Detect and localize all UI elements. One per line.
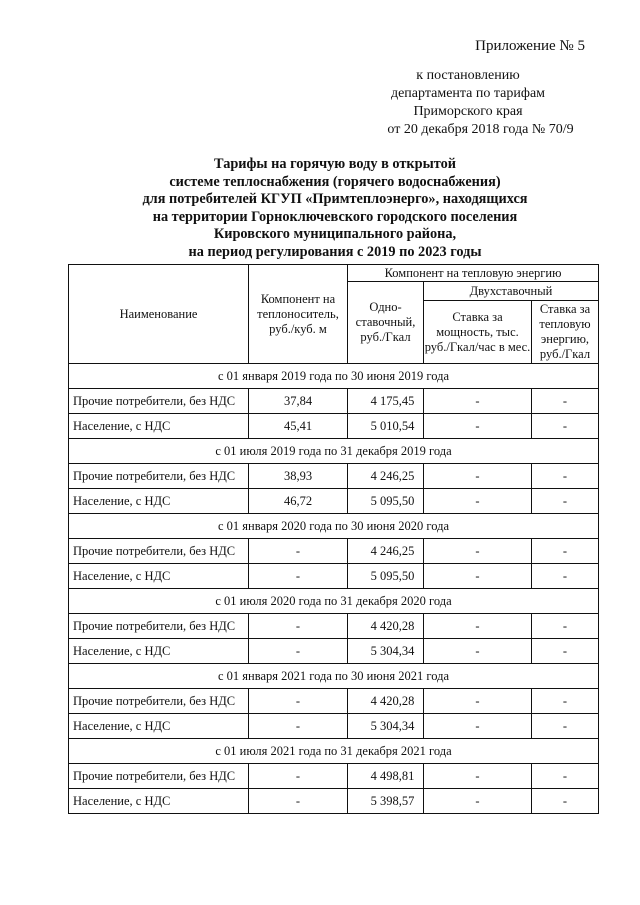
title-line: Кировского муниципального района, — [213, 226, 457, 242]
carrier-value: - — [249, 639, 348, 664]
energy-rate-value: - — [532, 614, 599, 639]
consumer-name: Население, с НДС — [69, 414, 249, 439]
energy-rate-value: - — [532, 714, 599, 739]
document-title — [70, 156, 600, 261]
single-rate-value: 5 304,34 — [348, 714, 424, 739]
carrier-value: - — [249, 539, 348, 564]
consumer-name: Прочие потребители, без НДС — [69, 389, 249, 414]
table-row — [69, 614, 599, 639]
carrier-value: - — [249, 764, 348, 789]
title-line: системе теплоснабжения (горячего водоснабжения) — [169, 173, 501, 190]
consumer-name: Население, с НДС — [69, 564, 249, 589]
table-row — [69, 389, 599, 414]
single-rate-value: 5 095,50 — [348, 489, 424, 514]
appendix-label: Приложение № 5 — [475, 38, 585, 54]
title-line: на период регулирования с 2019 по 2023 годы — [188, 243, 482, 260]
table-row — [69, 714, 599, 739]
table-row — [69, 539, 599, 564]
energy-rate-value: - — [532, 564, 599, 589]
consumer-name: Прочие потребители, без НДС — [69, 764, 249, 789]
table-row — [69, 464, 599, 489]
energy-rate-value: - — [532, 639, 599, 664]
carrier-value: - — [249, 789, 348, 814]
resolution-line: Приморского края — [413, 104, 523, 119]
carrier-value: - — [249, 614, 348, 639]
resolution-line: от 20 декабря 2018 года № 70/9 — [387, 122, 574, 137]
table-body — [69, 364, 599, 814]
energy-rate-value: - — [532, 464, 599, 489]
single-rate-value: 4 420,28 — [348, 614, 424, 639]
consumer-name: Прочие потребители, без НДС — [69, 614, 249, 639]
header-energy: Компонент на тепловую энергию — [348, 265, 599, 282]
capacity-rate-value: - — [424, 539, 532, 564]
capacity-rate-value: - — [424, 414, 532, 439]
header-single-rate: Одно-ставочный, руб./Гкал — [348, 282, 424, 364]
single-rate-value: 4 498,81 — [348, 764, 424, 789]
resolution-line: к постановлению — [416, 68, 520, 83]
capacity-rate-value: - — [424, 564, 532, 589]
capacity-rate-value: - — [424, 614, 532, 639]
carrier-value: 37,84 — [249, 389, 348, 414]
capacity-rate-value: - — [424, 689, 532, 714]
carrier-value: - — [249, 714, 348, 739]
capacity-rate-value: - — [424, 764, 532, 789]
single-rate-value: 4 246,25 — [348, 539, 424, 564]
consumer-name: Население, с НДС — [69, 714, 249, 739]
consumer-name: Прочие потребители, без НДС — [69, 464, 249, 489]
table-row — [69, 564, 599, 589]
table-row — [69, 789, 599, 814]
single-rate-value: 4 175,45 — [348, 389, 424, 414]
table-row — [69, 764, 599, 789]
header-carrier: Компонент на теплоноситель, руб./куб. м — [249, 265, 348, 364]
title-line: для потребителей КГУП «Примтеплоэнерго», находящихся — [142, 191, 528, 207]
header-capacity-rate: Ставка за мощность, тыс. руб./Гкал/час в мес. — [424, 301, 532, 364]
period-label: с 01 января 2020 года по 30 июня 2020 года — [69, 514, 599, 539]
consumer-name: Население, с НДС — [69, 639, 249, 664]
carrier-value: 45,41 — [249, 414, 348, 439]
consumer-name: Прочие потребители, без НДС — [69, 539, 249, 564]
single-rate-value: 5 010,54 — [348, 414, 424, 439]
energy-rate-value: - — [532, 389, 599, 414]
consumer-name: Прочие потребители, без НДС — [69, 689, 249, 714]
header-name: Наименование — [69, 265, 249, 364]
capacity-rate-value: - — [424, 464, 532, 489]
header-energy-rate: Ставка за тепловую энергию, руб./Гкал — [532, 301, 599, 364]
header-two-rate: Двухставочный — [424, 282, 599, 301]
title-line: Тарифы на горячую воду в открытой — [214, 156, 456, 172]
capacity-rate-value: - — [424, 714, 532, 739]
period-label: с 01 июля 2020 года по 31 декабря 2020 года — [69, 589, 599, 614]
energy-rate-value: - — [532, 789, 599, 814]
energy-rate-value: - — [532, 689, 599, 714]
energy-rate-value: - — [532, 539, 599, 564]
table-row — [69, 689, 599, 714]
carrier-value: - — [249, 689, 348, 714]
single-rate-value: 5 304,34 — [348, 639, 424, 664]
period-label: с 01 июля 2019 года по 31 декабря 2019 года — [69, 439, 599, 464]
resolution-reference — [358, 67, 578, 139]
single-rate-value: 4 246,25 — [348, 464, 424, 489]
energy-rate-value: - — [532, 414, 599, 439]
table-row — [69, 489, 599, 514]
period-label: с 01 января 2019 года по 30 июня 2019 года — [69, 364, 599, 389]
tariff-table — [68, 264, 599, 814]
carrier-value: 38,93 — [249, 464, 348, 489]
period-label: с 01 января 2021 года по 30 июня 2021 года — [69, 664, 599, 689]
single-rate-value: 4 420,28 — [348, 689, 424, 714]
consumer-name: Население, с НДС — [69, 489, 249, 514]
single-rate-value: 5 398,57 — [348, 789, 424, 814]
capacity-rate-value: - — [424, 789, 532, 814]
carrier-value: - — [249, 564, 348, 589]
capacity-rate-value: - — [424, 639, 532, 664]
resolution-line: департамента по тарифам — [390, 86, 546, 101]
table-row — [69, 414, 599, 439]
consumer-name: Население, с НДС — [69, 789, 249, 814]
table-row — [69, 639, 599, 664]
capacity-rate-value: - — [424, 489, 532, 514]
single-rate-value: 5 095,50 — [348, 564, 424, 589]
capacity-rate-value: - — [424, 389, 532, 414]
period-label: с 01 июля 2021 года по 31 декабря 2021 года — [69, 739, 599, 764]
energy-rate-value: - — [532, 489, 599, 514]
carrier-value: 46,72 — [249, 489, 348, 514]
title-line: на территории Горноключевского городского поселения — [152, 208, 518, 225]
energy-rate-value: - — [532, 764, 599, 789]
